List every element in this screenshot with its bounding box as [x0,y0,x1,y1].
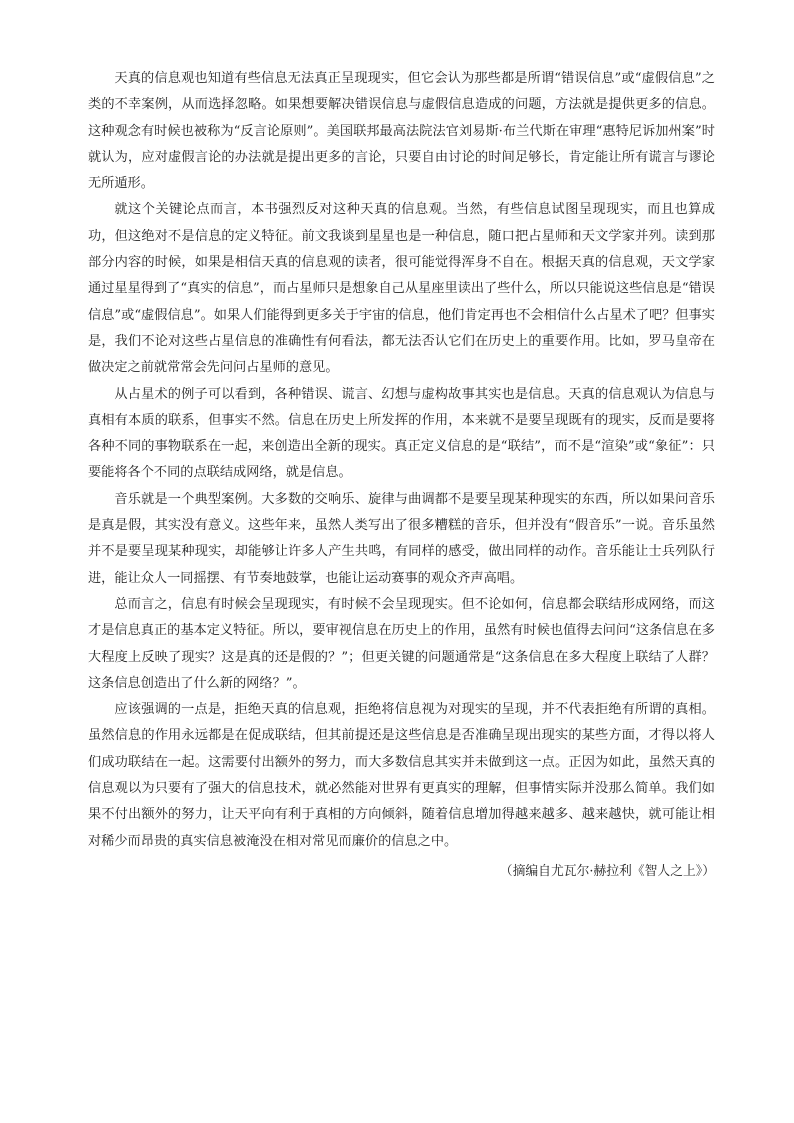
paragraph-5: 总而言之，信息有时候会呈现现实，有时候不会呈现现实。但不论如何，信息都会联结形成网络，而这才是信息真正的基本定义特征。所以，要审视信息在历史上的作用，虽然有时候也值得去问问“这条信息在多大程度上反映了现实？这是真的还是假的？”；但更关键的问题通常是“这条信息在多大程度上联结了人群？这条信息创造出了什么新的网络？”。 [88,596,715,691]
paragraph-6: 应该强调的一点是，拒绝天真的信息观，拒绝将信息视为对现实的呈现，并不代表拒绝有所谓的真相。虽然信息的作用永远都是在促成联结，但其前提还是这些信息是否准确呈现出现实的某些方面，才得以将人们成功联结在一起。这需要付出额外的努力，而大多数信息其实并未做到这一点。正因为如此，虽然天真的信息观以为只要有了强大的信息技术，就必然能对世界有更真实的理解，但事情实际并没那么简单。我们如果不付出额外的努力，让天平向有利于真相的方向倾斜，随着信息增加得越来越多、越来越快，就可能让相对稀少而昂贵的真实信息被淹没在相对常见而廉价的信息之中。 [88,702,715,849]
source-citation: （摘编自尤瓦尔·赫拉利《智人之上》） [499,863,715,879]
paragraph-3: 从占星术的例子可以看到，各种错误、谎言、幻想与虚构故事其实也是信息。天真的信息观认为信息与真相有本质的联系，但事实不然。信息在历史上所发挥的作用，本来就不是要呈现既有的现实，反而是要将各种不同的事物联系在一起，来创造出全新的现实。真正定义信息的是“联结”，而不是“渲染”或“象征”：只要能将各个不同的点联结成网络，就是信息。 [88,386,715,481]
document-page [88,66,715,885]
paragraph-2: 就这个关键论点而言，本书强烈反对这种天真的信息观。当然，有些信息试图呈现现实，而且也算成功，但这绝对不是信息的定义特征。前文我谈到星星也是一种信息，随口把占星师和天文学家并列。读到那部分内容的时候，如果是相信天真的信息观的读者，很可能觉得浑身不自在。根据天真的信息观，天文学家通过星星得到了“真实的信息”，而占星师只是想象自己从星座里读出了些什么，所以只能说这些信息是“错误信息”或“虚假信息”。如果人们能得到更多关于宇宙的信息，他们肯定再也不会相信什么占星术了吧？但事实是，我们不论对这些占星信息的准确性有何看法，都无法否认它们在历史上的重要作用。比如，罗马皇帝在做决定之前就常常会先问问占星师的意见。 [88,202,715,376]
paragraph-4: 音乐就是一个典型案例。大多数的交响乐、旋律与曲调都不是要呈现某种现实的东西，所以如果问音乐是真是假，其实没有意义。这些年来，虽然人类写出了很多糟糕的音乐，但并没有“假音乐”一说。音乐虽然并不是要呈现某种现实，却能够让许多人产生共鸣，有同样的感受，做出同样的动作。音乐能让士兵列队行进，能让众人一同摇摆、有节奏地鼓掌，也能让运动赛事的观众齐声高唱。 [88,491,715,586]
paragraph-1: 天真的信息观也知道有些信息无法真正呈现现实，但它会认为那些都是所谓“错误信息”或“虚假信息”之类的不幸案例，从而选择忽略。如果想要解决错误信息与虚假信息造成的问题，方法就是提供更多的信息。这种观念有时候也被称为“反言论原则”。美国联邦最高法院法官刘易斯·布兰代斯在审理“惠特尼诉加州案”时就认为，应对虚假言论的办法就是提出更多的言论，只要自由讨论的时间足够长，肯定能让所有谎言与谬论无所遁形。 [88,71,715,192]
